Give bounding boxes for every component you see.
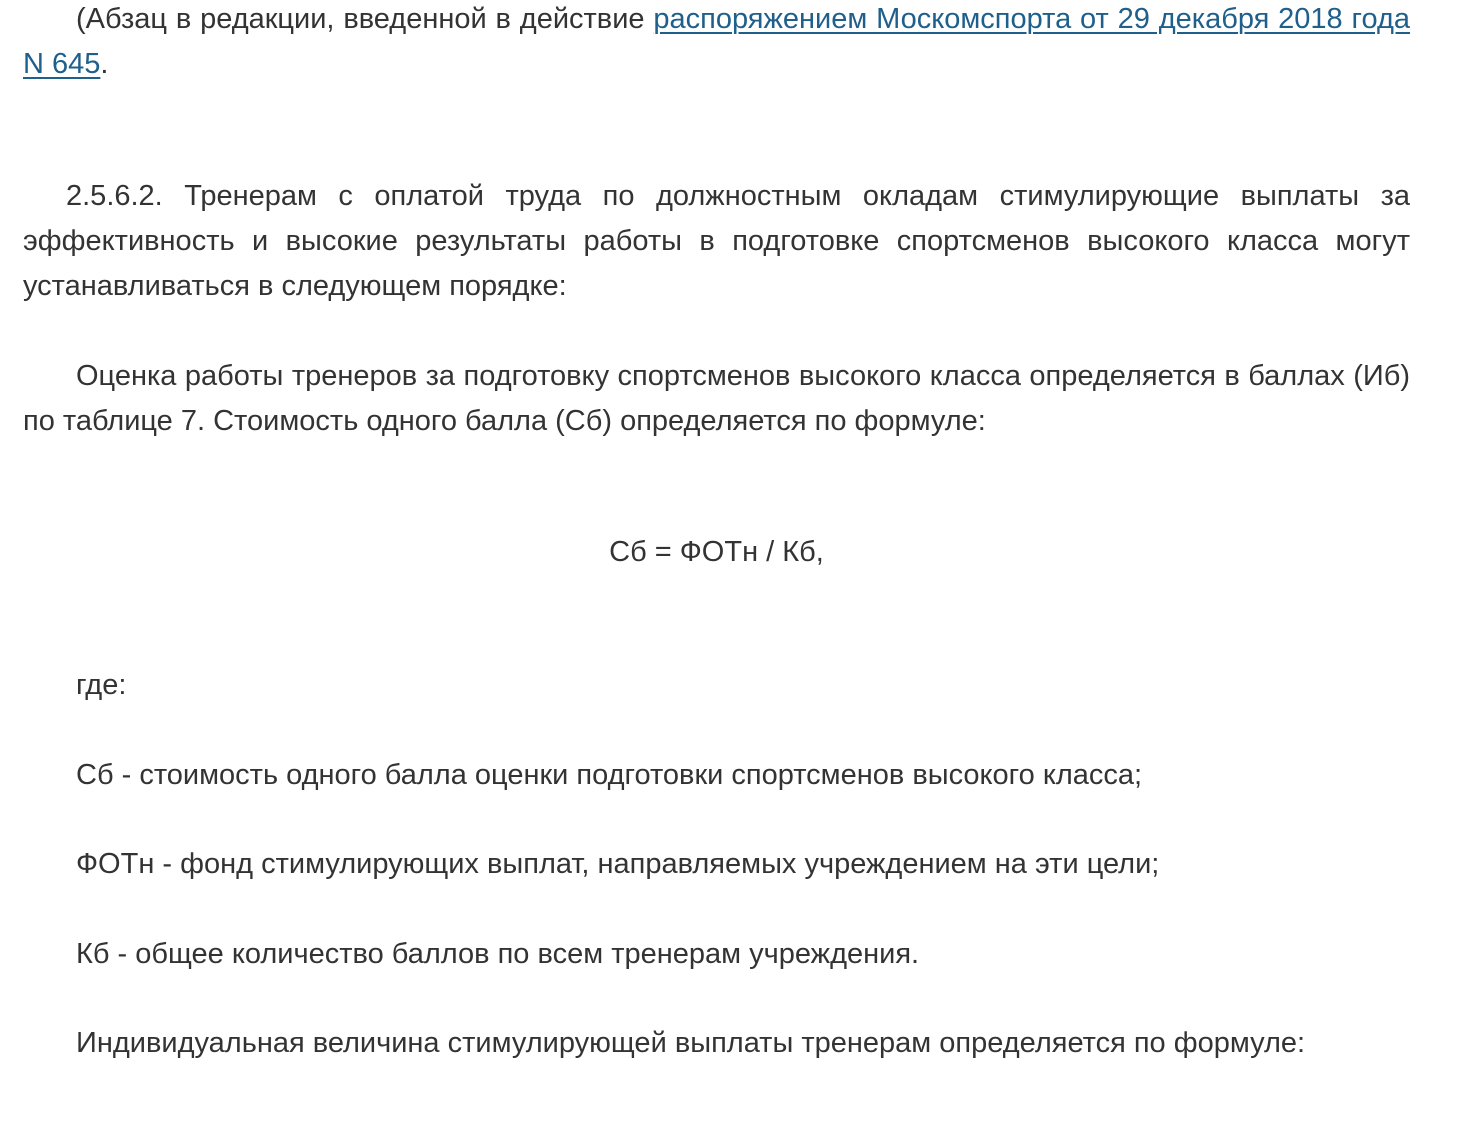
amendment-suffix: . — [100, 48, 109, 80]
evaluation-paragraph: Оценка работы тренеров за подготовку спортсменов высокого класса определяется в баллах (Иб) по таблице 7. Стоимость одного балла (Сб) определяется по формуле: — [23, 360, 1410, 437]
definition-kb: Кб - общее количество баллов по всем тренерам учреждения. — [76, 938, 920, 970]
definition-fot: ФОТн - фонд стимулирующих выплат, направляемых учреждением на эти цели; — [76, 848, 1160, 880]
amendment-prefix: (Абзац в редакции, введенной в действие — [76, 3, 654, 35]
clause-2-5-6-2: 2.5.6.2. Тренерам с оплатой труда по должностным окладам стимулирующие выплаты за эффективность и высокие результаты работы в подготовке спортсменов высокого класса могут устанавливаться в следующем порядке: — [23, 180, 1410, 302]
amendment-link[interactable]: распоряжением Москомспорта от 29 декабря 2018 года N 645 — [23, 3, 1410, 80]
amendment-note — [23, 0, 1410, 87]
definition-sb: Сб - стоимость одного балла оценки подготовки спортсменов высокого класса; — [76, 759, 1143, 791]
formula-sb: Сб = ФОТн / Кб, — [609, 536, 824, 568]
where-label: где: — [76, 669, 127, 701]
individual-payment-paragraph: Индивидуальная величина стимулирующей выплаты тренерам определяется по формуле: — [76, 1027, 1306, 1059]
